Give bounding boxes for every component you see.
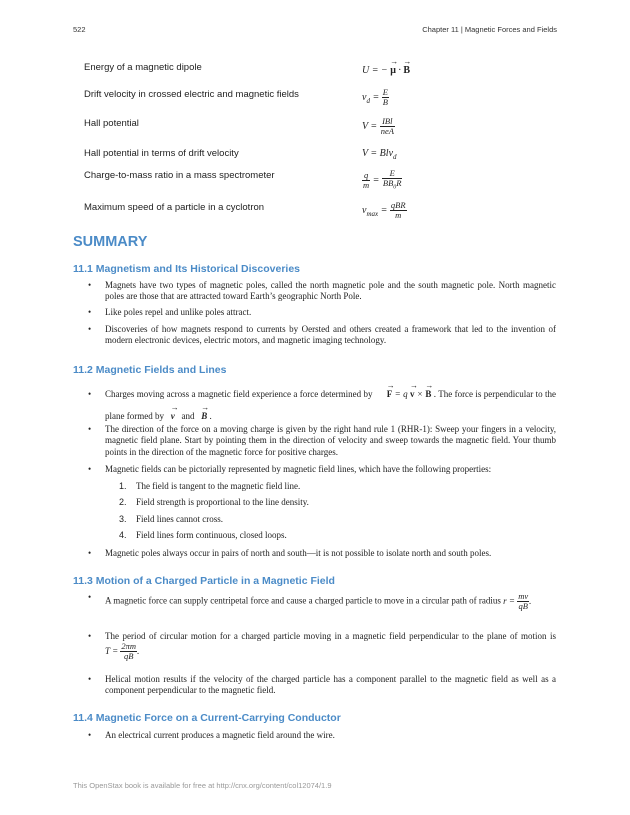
equation-label: Hall potential in terms of drift velocity bbox=[84, 148, 239, 159]
summary-heading: SUMMARY bbox=[73, 234, 148, 250]
page-number: 522 bbox=[73, 25, 86, 34]
equation-formula: V = Blv$_d$ bbox=[362, 148, 397, 161]
list-item: • Magnetic poles always occur in pairs of north and south—it is not possible to isolate north and south poles. bbox=[92, 548, 556, 559]
list-item: • Charges moving across a magnetic field experience a force determined by → F = q → v × → B . The force is perpendicular to the plane formed by → v and → B . bbox=[92, 383, 556, 427]
list-item: • A magnetic force can supply centripetal force and cause a charged particle to move in a circular path of radius r = $\frac{mv}{qB}$ . bbox=[92, 592, 556, 611]
list-item: • An electrical current produces a magnetic field around the wire. bbox=[92, 730, 556, 741]
list-item: • The direction of the force on a moving charge is given by the right hand rule 1 (RHR-1): Sweep your fingers in a velocity, magnetic field plane. Start by pointing them in the direction of velocity and sweep towards the magnetic field. Your thumb points in the direction of the magnetic force for positive charges. bbox=[92, 424, 556, 458]
page-footer: This OpenStax book is available for free at http://cnx.org/content/col12074/1.9 bbox=[73, 781, 332, 790]
section-heading: 11.2 Magnetic Fields and Lines bbox=[73, 364, 227, 376]
equation-formula: $\frac{q}{m}$ = $\frac{E}{BB_0R}$ bbox=[363, 168, 402, 191]
list-item: • Discoveries of how magnets respond to currents by Oersted and others created a framework that led to the invention of modern electronic devices, electric motors, and magnetic imaging technology. bbox=[92, 324, 556, 347]
equation-formula: U = − → μ · → B bbox=[362, 65, 410, 76]
equation-formula: $v_{max}$ = $\frac{\text{qBR}}{m}$ bbox=[362, 200, 406, 220]
equation-label: Maximum speed of a particle in a cyclotron bbox=[84, 202, 265, 213]
equation-label: Hall potential bbox=[84, 118, 139, 129]
equation-formula: V = $\frac{\text{IBl}}{\text{neA}}$ bbox=[362, 116, 394, 136]
section-heading: 11.3 Motion of a Charged Particle in a Magnetic Field bbox=[73, 575, 335, 587]
chapter-title: Chapter 11 | Magnetic Forces and Fields bbox=[422, 25, 557, 34]
list-item: • Helical motion results if the velocity of the charged particle has a component parallel to the magnetic field as well as a component perpendicular to the magnetic field. bbox=[92, 674, 556, 697]
list-item: • The period of circular motion for a charged particle moving in a magnetic field perpendicular to the plane of motion is T = $\frac{2\pi m}{qB}$ . bbox=[92, 631, 556, 661]
equation-label: Drift velocity in crossed electric and magnetic fields bbox=[84, 89, 299, 100]
equation-label: Energy of a magnetic dipole bbox=[84, 62, 202, 73]
section-heading: 11.4 Magnetic Force on a Current-Carrying Conductor bbox=[73, 712, 341, 724]
list-item: • Like poles repel and unlike poles attract. bbox=[92, 307, 556, 318]
section-heading: 11.1 Magnetism and Its Historical Discoveries bbox=[73, 263, 301, 275]
equation-label: Charge-to-mass ratio in a mass spectrometer bbox=[84, 170, 275, 181]
list-item: • Magnetic fields can be pictorially represented by magnetic field lines, which have the following properties: bbox=[92, 464, 556, 475]
equation-formula: $v_d$ = $\frac{E}{B}$ bbox=[362, 87, 388, 107]
list-item: • Magnets have two types of magnetic poles, called the north magnetic pole and the south magnetic pole. North magnetic poles are those that are attracted toward Earth’s geographic North Pole. bbox=[92, 280, 556, 303]
